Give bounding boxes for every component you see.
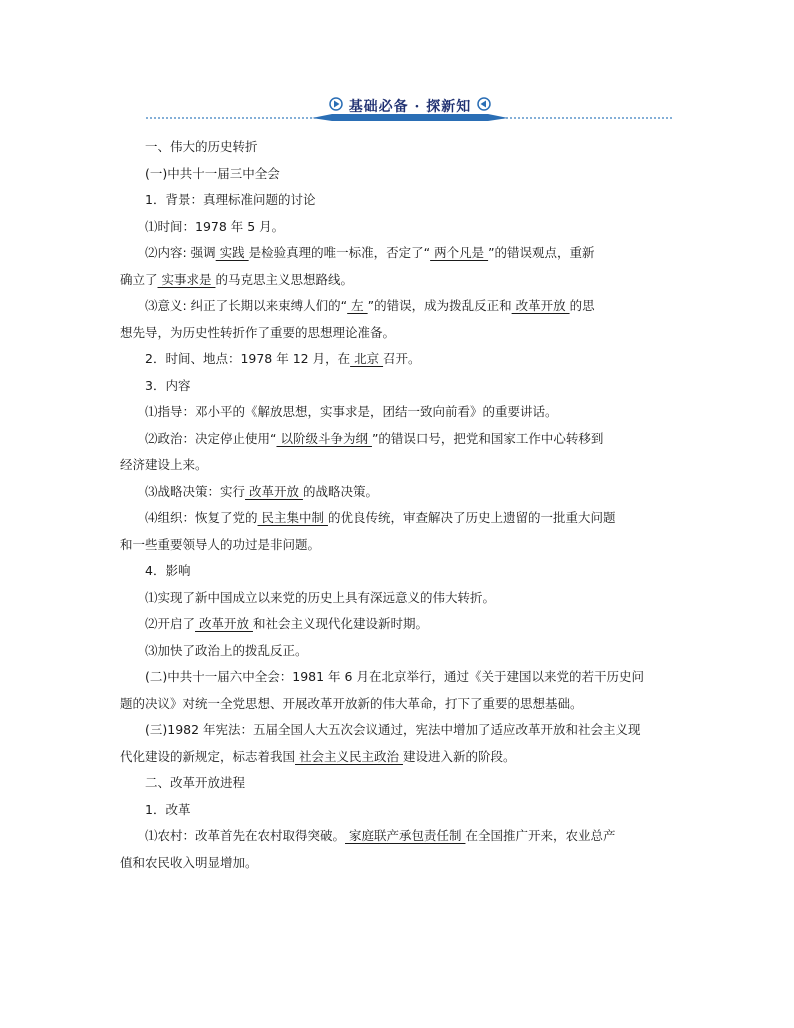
- answer-blank: 改革开放: [245, 483, 303, 499]
- text-line: (二)中共十一届六中全会：1981 年 6 月在北京举行，通过《关于建国以来党的若干历史问: [145, 669, 644, 684]
- answer-blank: 改革开放: [511, 298, 570, 313]
- text-line: 二、改革开放进程: [145, 775, 246, 790]
- answer-blank: 改革开放: [195, 616, 253, 631]
- answer-blank: 社会主义民主政治: [295, 748, 403, 764]
- section-title: 基础必备 · 探新知: [348, 99, 472, 115]
- answer-blank: 以阶级斗争为纲: [276, 430, 372, 446]
- text-line: 值和农民收入明显增加。: [120, 854, 258, 870]
- text-line: ⑵内容: 强调 实践 是检验真理的唯一标准，否定了“ 两个凡是 ”的错误观点，重新: [145, 245, 595, 260]
- text-line: (三)1982 年宪法：五届全国人大五次会议通过，宪法中增加了适应改革开放和社会主义现: [145, 722, 641, 737]
- answer-blank: 家庭联产承包责任制: [345, 828, 466, 843]
- text-line: ⑷组织：恢复了党的 民主集中制 的优良传统，审查解决了历史上遗留的一批重大问题: [145, 510, 616, 525]
- answer-blank: 实践: [215, 245, 249, 260]
- answer-blank: 实事求是: [157, 271, 216, 287]
- text-line: ⑶加快了政治上的拨乱反正。: [145, 642, 308, 658]
- text-line: ⑴指导：邓小平的《解放思想，实事求是，团结一致向前看》的重要讲话。: [145, 404, 558, 419]
- text-line: 一、伟大的历史转折: [145, 139, 258, 154]
- text-line: 和一些重要领导人的功过是非问题。: [120, 536, 321, 552]
- text-line: ⑵开启了 改革开放 和社会主义现代化建设新时期。: [145, 616, 428, 631]
- text-line: (一)中共十一届三中全会: [145, 165, 280, 181]
- text-line: 2．时间、地点：1978 年 12 月，在 北京 召开。: [145, 351, 421, 366]
- text-line: 4．影响: [145, 563, 191, 578]
- text-line: ⑴农村：改革首先在农村取得突破。 家庭联产承包责任制 在全国推广开来，农业总产: [145, 828, 616, 843]
- text-line: ⑵政治：决定停止使用“ 以阶级斗争为纲 ”的错误口号，把党和国家工作中心转移到: [145, 430, 604, 446]
- answer-blank: 民主集中制: [257, 510, 328, 525]
- document-body: [120, 134, 680, 876]
- answer-blank: 左: [347, 298, 368, 313]
- text-line: 题的决议》对统一全党思想、开展改革开放新的伟大革命，打下了重要的思想基础。: [120, 695, 583, 711]
- text-line: 经济建设上来。: [120, 457, 208, 472]
- text-line: ⑶意义: 纠正了长期以来束缚人们的“ 左 ”的错误，成为拨乱反正和 改革开放 的思: [145, 298, 595, 313]
- section-banner: [140, 92, 680, 124]
- answer-blank: 北京: [350, 351, 384, 366]
- text-line: 想先导，为历史性转折作了重要的思想理论准备。: [120, 324, 396, 340]
- text-line: 代化建设的新规定，标志着我国 社会主义民主政治 建设进入新的阶段。: [120, 748, 516, 764]
- text-line: 1．改革: [145, 801, 191, 817]
- text-line: 3．内容: [145, 377, 191, 393]
- answer-blank: 两个凡是: [430, 245, 489, 260]
- text-line: 1．背景：真理标准问题的讨论: [145, 192, 316, 207]
- text-line: ⑴时间：1978 年 5 月。: [145, 218, 285, 234]
- text-line: ⑴实现了新中国成立以来党的历史上具有深远意义的伟大转折。: [145, 589, 496, 605]
- text-line: 确立了 实事求是 的马克思主义思想路线。: [120, 271, 353, 287]
- text-line: ⑶战略决策：实行 改革开放 的战略决策。: [145, 483, 378, 499]
